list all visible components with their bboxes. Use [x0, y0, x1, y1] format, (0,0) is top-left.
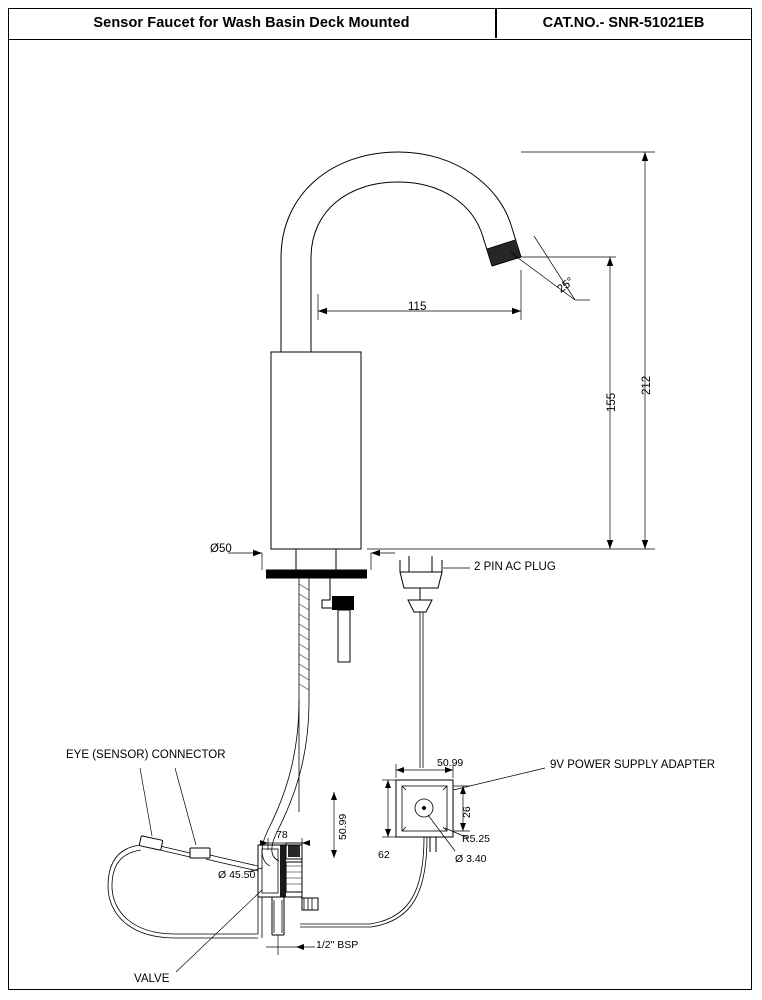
dimension-corner-radius: R5.25: [462, 833, 491, 845]
callout-power-adapter: 9V POWER SUPPLY ADAPTER: [550, 759, 716, 771]
dimension-spout-height-155: 155: [606, 392, 618, 412]
callout-valve: VALVE: [134, 973, 170, 985]
dimension-adapter-depth: 62: [378, 849, 390, 861]
dimension-valve-width: 78: [276, 829, 288, 841]
catalog-number: CAT.NO.- SNR-51021EB: [542, 15, 705, 31]
dimension-adapter-width: 50.99: [437, 757, 464, 769]
dimension-reach-115: 115: [408, 301, 427, 313]
dimension-overall-height-212: 212: [641, 375, 653, 395]
callout-sensor-connector: EYE (SENSOR) CONNECTOR: [66, 749, 226, 761]
dimension-inlet-thread: 1/2" BSP: [316, 939, 359, 951]
dimension-base-diameter: Ø50: [210, 543, 232, 555]
product-title: Sensor Faucet for Wash Basin Deck Mounted: [93, 15, 410, 31]
dimension-hole-diameter: Ø 3.40: [455, 853, 487, 865]
dimension-angle-25: 25°: [555, 275, 577, 296]
dimension-adapter-height: 26: [461, 806, 473, 818]
dimension-cable-length: 50.99: [337, 813, 349, 840]
callout-ac-plug: 2 PIN AC PLUG: [474, 561, 556, 573]
dimension-valve-diameter: Ø 45.50: [218, 869, 256, 881]
